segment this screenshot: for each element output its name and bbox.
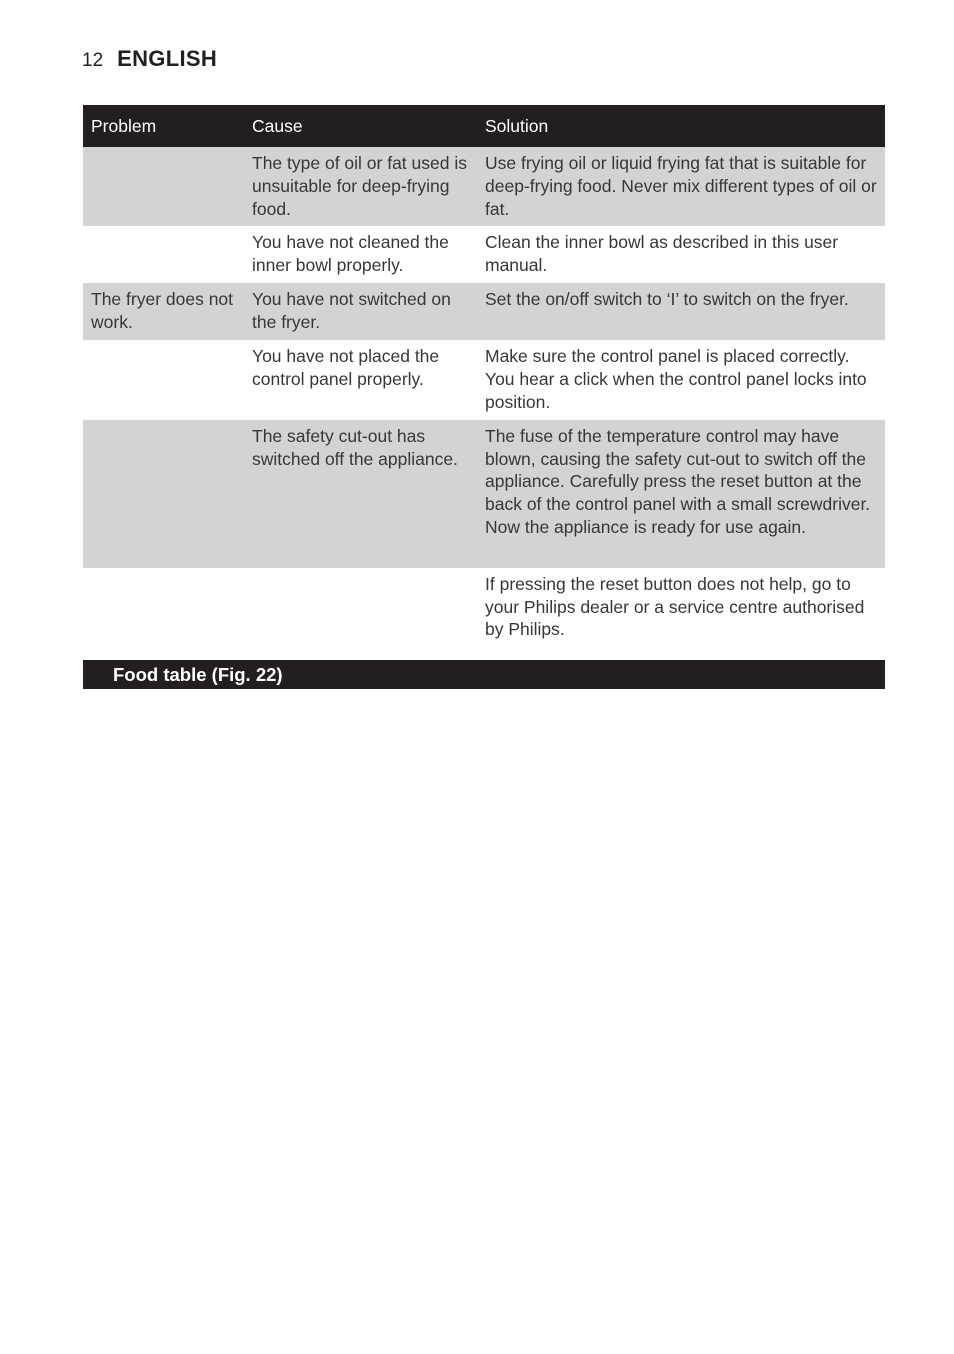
problem-cell (83, 147, 244, 226)
cause-cell: The type of oil or fat used is unsuitable for deep-frying food. (244, 147, 477, 226)
table-row (83, 568, 885, 651)
cause-cell: You have not placed the control panel properly. (252, 346, 440, 390)
language-heading: ENGLISH (117, 46, 218, 71)
problem-cell (83, 340, 244, 419)
cause-cell: The safety cut-out has switched off the appliance. (244, 420, 477, 568)
cause-cell (244, 568, 477, 651)
page-header (82, 46, 217, 76)
solution-cell: If pressing the reset button does not help, go to your Philips dealer or a service centre authorised by Philips. (485, 573, 865, 640)
troubleshooting-table-container (83, 105, 885, 651)
table-header-row (83, 105, 885, 147)
table-row (83, 420, 885, 568)
cause-cell: You have not cleaned the inner bowl properly. (252, 232, 449, 276)
problem-cell: The fryer does not work. (83, 283, 244, 340)
cause-cell: You have not switched on the fryer. (244, 283, 477, 340)
solution-cell: The fuse of the temperature control may have blown, causing the safety cut-out to switch off the appliance. Carefully press the reset button at the back of the control panel with a small screwdriver. Now the appliance is ready for use again. (477, 420, 885, 568)
troubleshooting-table (83, 105, 885, 651)
column-header-solution: Solution (477, 105, 885, 147)
table-row (83, 340, 885, 419)
table-row (83, 226, 885, 283)
problem-cell (83, 568, 244, 651)
section-heading-food-table: Food table (Fig. 22) (83, 660, 885, 689)
column-header-problem: Problem (83, 105, 244, 147)
solution-cell: Set the on/off switch to ‘I’ to switch on the fryer. (477, 283, 885, 340)
problem-cell (83, 226, 244, 283)
table-row (83, 147, 885, 226)
solution-cell: Make sure the control panel is placed correctly. You hear a click when the control panel locks into position. (485, 346, 867, 412)
column-header-cause: Cause (244, 105, 477, 147)
problem-cell (83, 420, 244, 568)
solution-cell: Clean the inner bowl as described in this user manual. (485, 232, 839, 276)
page-number: 12 (82, 50, 104, 71)
solution-cell: Use frying oil or liquid frying fat that is suitable for deep-frying food. Never mix different types of oil or fat. (477, 147, 885, 226)
table-row (83, 283, 885, 340)
